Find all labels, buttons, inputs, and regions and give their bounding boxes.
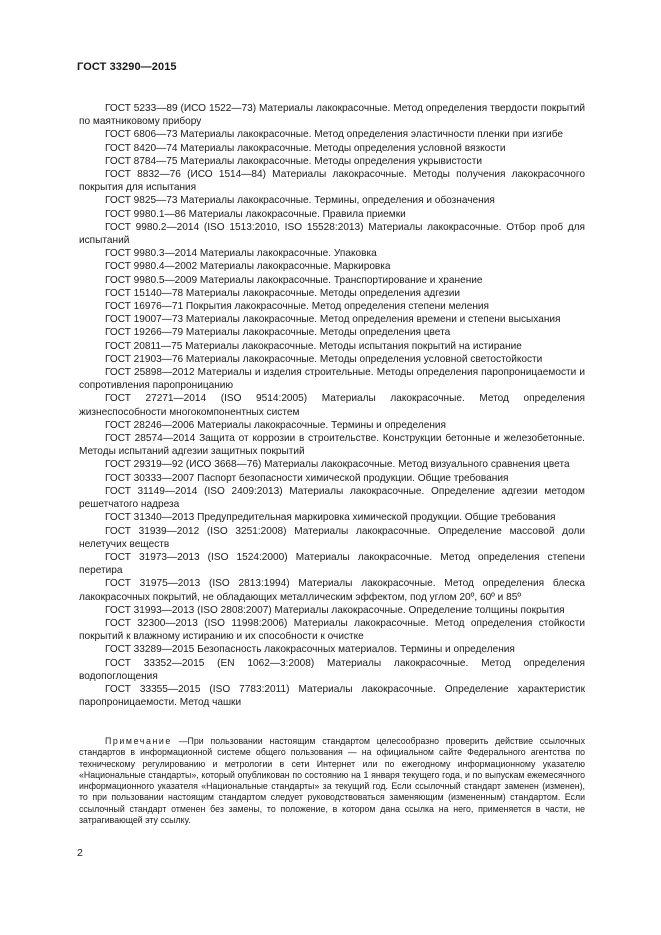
page-number: 2 — [77, 847, 83, 859]
reference-item: ГОСТ 25898—2012 Материалы и изделия строительные. Методы определения паропроницаемости и сопротивления паропроницанию — [79, 367, 585, 392]
reference-item: ГОСТ 9980.4—2002 Материалы лакокрасочные. Маркировка — [105, 261, 391, 273]
reference-item: ГОСТ 8832—76 (ИСО 1514—84) Материалы лакокрасочные. Методы получения лакокрасочного покрытия для испытания — [79, 169, 585, 194]
document-header: ГОСТ 33290—2015 — [77, 61, 177, 73]
reference-item: ГОСТ 33352—2015 (EN 1062—3:2008) Материалы лакокрасочные. Метод определения водопоглощения — [79, 657, 585, 682]
reference-item: ГОСТ 9980.2—2014 (ISO 1513:2010, ISO 15528:2013) Материалы лакокрасочные. Отбор проб для испытаний — [79, 221, 585, 247]
reference-item: ГОСТ 19007—73 Материалы лакокрасочные. Метод определения времени и степени высыхания — [105, 314, 561, 326]
reference-item: ГОСТ 33355—2015 (ISO 7783:2011) Материалы лакокрасочные. Определение характеристик паропроницаемости. Метод чашки — [79, 683, 585, 709]
reference-item: ГОСТ 31939—2012 (ISO 3251:2008) Материалы лакокрасочные. Определение массовой доли нелетучих веществ — [79, 525, 585, 550]
reference-item: ГОСТ 8784—75 Материалы лакокрасочные. Методы определения укрывистости — [105, 155, 482, 167]
normative-references-list — [79, 102, 585, 709]
reference-item: ГОСТ 31149—2014 (ISO 2409:2013) Материалы лакокрасочные. Определение адгезии методом решетчатого надреза — [79, 485, 585, 511]
reference-item: ГОСТ 31973—2013 (ISO 1524:2000) Материалы лакокрасочные. Метод определения степени перетира — [79, 551, 585, 577]
reference-item: ГОСТ 15140—78 Материалы лакокрасочные. Методы определения адгезии — [105, 287, 461, 299]
reference-item: ГОСТ 31340—2013 Предупредительная маркировка химической продукции. Общие требования — [105, 512, 556, 524]
reference-item: ГОСТ 31975—2013 (ISO 2813:1994) Материалы лакокрасочные. Метод определения блеска лакокрасочных покрытий, не обладающих металлическим эффектом, под углом 20º, 60º и 85º — [79, 578, 585, 603]
reference-item: ГОСТ 27271—2014 (ISO 9514:2005) Материалы лакокрасочные. Метод определения жизнеспособности многокомпонентных систем — [79, 393, 585, 418]
reference-item: ГОСТ 33289—2015 Безопасность лакокрасочных материалов. Термины и определения — [105, 644, 515, 656]
note-paragraph — [79, 736, 585, 826]
reference-item: ГОСТ 9825—73 Материалы лакокрасочные. Термины, определения и обозначения — [105, 195, 495, 207]
reference-item: ГОСТ 21903—76 Материалы лакокрасочные. Методы определения условной светостойкости — [105, 353, 543, 365]
reference-item: ГОСТ 16976—71 Покрытия лакокрасочные. Метод определения степени меления — [105, 301, 490, 313]
note-label: Примечание — [105, 736, 172, 746]
reference-item: ГОСТ 28574—2014 Защита от коррозии в строительстве. Конструкции бетонные и железобетонные. Методы испытаний адгезии защитных покрытий — [79, 433, 585, 458]
note-text: —При пользовании настоящим стандартом целесообразно проверить действие ссылочных стандартов в информационной системе общего пользования — на официальном сайте Федерального агентства по техническому регулированию и метрологии в сети Интернет или по ежегодному информационному указателю «Национальные стандарты», который опубликован по состоянию на 1 января текущего года, и по выпускам ежемесячного информационного указателя «Национальные стандарты» за текущий год. Если ссылочный стандарт заменен (изменен), то при пользовании настоящим стандартом следует руководствоваться заменяющим (измененным) стандартом. Если ссылочный стандарт отменен без замены, то положение, в котором дана ссылка на него, применяется в части, не затрагивающей эту ссылку. — [79, 736, 585, 826]
reference-item: ГОСТ 9980.3—2014 Материалы лакокрасочные. Упаковка — [105, 248, 377, 260]
reference-item: ГОСТ 19266—79 Материалы лакокрасочные. Методы определения цвета — [105, 327, 451, 339]
reference-item: ГОСТ 8420—74 Материалы лакокрасочные. Методы определения условной вязкости — [105, 142, 506, 154]
reference-item: ГОСТ 9980.1—86 Материалы лакокрасочные. Правила приемки — [105, 208, 406, 220]
reference-item: ГОСТ 31993—2013 (ISO 2808:2007) Материалы лакокрасочные. Определение толщины покрытия — [105, 604, 565, 616]
reference-item: ГОСТ 30333—2007 Паспорт безопасности химической продукции. Общие требования — [105, 472, 509, 484]
reference-item: ГОСТ 20811—75 Материалы лакокрасочные. Методы испытания покрытий на истирание — [105, 340, 522, 352]
reference-item: ГОСТ 29319—92 (ИСО 3668—76) Материалы лакокрасочные. Метод визуального сравнения цвета — [105, 459, 570, 471]
reference-item: ГОСТ 9980.5—2009 Материалы лакокрасочные. Транспортирование и хранение — [105, 274, 483, 286]
reference-item: ГОСТ 6806—73 Материалы лакокрасочные. Метод определения эластичности пленки при изгибе — [105, 129, 563, 141]
reference-item: ГОСТ 28246—2006 Материалы лакокрасочные. Термины и определения — [105, 419, 447, 431]
reference-item: ГОСТ 32300—2013 (ISO 11998:2006) Материалы лакокрасочные. Метод определения стойкости покрытий к влажному истиранию и их способности к очистке — [79, 617, 585, 643]
reference-item: ГОСТ 5233—89 (ИСО 1522—73) Материалы лакокрасочные. Метод определения твердости покрытий по маятниковому прибору — [79, 103, 585, 128]
